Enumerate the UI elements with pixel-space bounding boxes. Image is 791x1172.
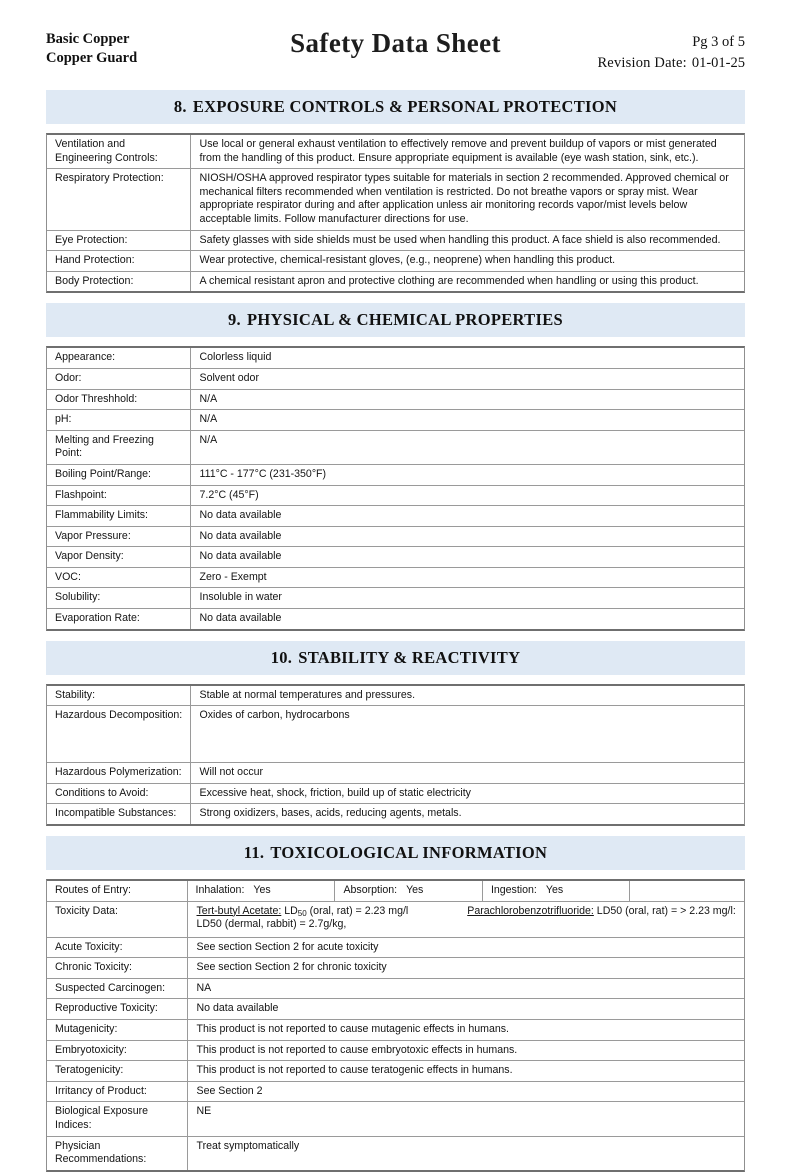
route-ingestion <box>482 881 629 901</box>
row-label: Embryotoxicity: <box>47 1040 187 1061</box>
row-value: Stable at normal temperatures and pressures. <box>190 686 744 706</box>
row-label: Routes of Entry: <box>47 881 187 901</box>
row-value: N/A <box>190 430 744 464</box>
row-label: Stability: <box>47 686 190 706</box>
section-10-table <box>47 686 744 824</box>
row-value: 7.2°C (45°F) <box>190 485 744 506</box>
tox-left-rest-b: (oral, rat) = 2.23 mg/l <box>306 904 409 917</box>
row-value: Solvent odor <box>190 368 744 389</box>
row-value: Strong oxidizers, bases, acids, reducing agents, metals. <box>190 804 744 824</box>
tox-right-rest: LD50 (oral, rat) = > 2.23 mg/l: <box>593 904 736 917</box>
row-value: No data available <box>190 506 744 527</box>
tox-left-subscript: 50 <box>297 908 307 918</box>
route-absorption <box>335 881 482 901</box>
section-9-band <box>46 303 745 337</box>
brand-line-2: Copper Guard <box>46 50 138 66</box>
route-value: Yes <box>406 884 424 897</box>
table-row <box>47 1061 744 1082</box>
section-11-table-wrap <box>46 879 745 1172</box>
row-value: N/A <box>190 389 744 410</box>
row-label: Biological Exposure Indices: <box>47 1102 187 1136</box>
toxicity-left-column <box>197 905 468 932</box>
row-value: Will not occur <box>190 763 744 784</box>
row-value: Wear protective, chemical-resistant gloves, (e.g., neoprene) when handling this product. <box>190 251 744 272</box>
table-row <box>47 763 744 784</box>
route-value: Yes <box>253 884 271 897</box>
table-row <box>47 271 744 291</box>
table-row <box>47 547 744 568</box>
row-label: Toxicity Data: <box>47 901 187 937</box>
toxicity-left-line-2: LD50 (dermal, rabbit) = 2.7g/kg, <box>196 918 347 931</box>
table-row <box>47 706 744 763</box>
table-row <box>47 1136 744 1170</box>
section-9-number: 9. <box>228 310 241 330</box>
row-value: Zero - Exempt <box>190 567 744 588</box>
row-value: Oxides of carbon, hydrocarbons <box>190 706 744 763</box>
row-label: Body Protection: <box>47 271 190 291</box>
revision-date: 01-01-25 <box>691 55 745 71</box>
section-8-table <box>47 135 744 291</box>
row-label: Acute Toxicity: <box>47 937 187 958</box>
row-value: See section Section 2 for chronic toxicity <box>187 958 744 979</box>
row-value: No data available <box>190 609 744 629</box>
table-row <box>47 506 744 527</box>
row-label: Odor: <box>47 368 190 389</box>
table-row <box>47 485 744 506</box>
section-8-band <box>46 90 745 124</box>
table-row <box>47 1102 744 1136</box>
revision-line <box>597 53 745 74</box>
row-value: No data available <box>190 526 744 547</box>
table-row <box>47 526 744 547</box>
section-8-title: EXPOSURE CONTROLS & PERSONAL PROTECTION <box>192 97 618 116</box>
table-row <box>47 1081 744 1102</box>
table-row <box>47 135 744 169</box>
route-key: Inhalation: <box>195 884 245 897</box>
row-label: Evaporation Rate: <box>47 609 190 629</box>
revision-label: Revision Date: <box>597 55 687 71</box>
toxicity-data-grid <box>197 905 739 932</box>
section-10-title: STABILITY & REACTIVITY <box>298 647 521 667</box>
section-11-title: TOXICOLOGICAL INFORMATION <box>270 843 548 863</box>
table-row <box>47 804 744 824</box>
row-label: Appearance: <box>47 348 190 368</box>
row-value: NIOSH/OSHA approved respirator types suitable for materials in section 2 recommended. Approved chemical or mechanical filters recommended when ventilation is restricted. Do not breathe vapors or spray mist. Wear appropriate respirator during and after application unless air monitoring records vapor/mist levels below acceptable limits. Follow manufacturer directions for use. <box>190 169 744 230</box>
row-label: Chronic Toxicity: <box>47 958 187 979</box>
table-row <box>47 230 744 251</box>
table-row <box>47 1020 744 1041</box>
toxicity-data-row <box>47 901 744 937</box>
routes-of-entry-row <box>47 881 744 901</box>
row-label: Solubility: <box>47 588 190 609</box>
route-value: Yes <box>545 884 564 897</box>
route-key: Ingestion: <box>490 884 537 897</box>
row-value: Colorless liquid <box>190 348 744 368</box>
table-row <box>47 169 744 230</box>
row-label: Reproductive Toxicity: <box>47 999 187 1020</box>
row-label: Flashpoint: <box>47 485 190 506</box>
row-label: Conditions to Avoid: <box>47 783 190 804</box>
row-value: NE <box>187 1102 744 1136</box>
table-row <box>47 978 744 999</box>
table-row <box>47 567 744 588</box>
table-row <box>47 937 744 958</box>
table-row <box>47 464 744 485</box>
section-8-number: 8. <box>173 97 187 116</box>
table-row <box>47 686 744 706</box>
section-8-table-wrap <box>46 133 745 293</box>
row-value: No data available <box>190 547 744 568</box>
table-row <box>47 389 744 410</box>
table-row <box>47 999 744 1020</box>
route-empty-cell <box>630 881 744 901</box>
row-label: Hazardous Decomposition: <box>47 706 190 763</box>
row-label: Respiratory Protection: <box>47 169 190 230</box>
row-label: Incompatible Substances: <box>47 804 190 824</box>
section-9-table-wrap <box>46 346 745 630</box>
page-indicator: Pg 3 of 5 <box>692 34 745 50</box>
table-row <box>47 348 744 368</box>
row-value: This product is not reported to cause teratogenic effects in humans. <box>187 1061 744 1082</box>
row-label: Suspected Carcinogen: <box>47 978 187 999</box>
section-11-band <box>46 836 745 870</box>
table-row <box>47 368 744 389</box>
row-value: N/A <box>190 410 744 431</box>
chemical-name-parachlorobenzotrifluoride: Parachlorobenzotrifluoride: <box>467 904 594 917</box>
page-meta <box>597 32 745 74</box>
page-header <box>46 28 745 90</box>
row-label: Hazardous Polymerization: <box>47 763 190 784</box>
row-label: Vapor Pressure: <box>47 526 190 547</box>
row-label: pH: <box>47 410 190 431</box>
row-label: VOC: <box>47 567 190 588</box>
section-11-table <box>47 881 744 1170</box>
table-row <box>47 609 744 629</box>
row-label: Melting and Freezing Point: <box>47 430 190 464</box>
row-label: Irritancy of Product: <box>47 1081 187 1102</box>
toxicity-right-line-1 <box>467 905 738 919</box>
sds-page <box>0 28 791 1166</box>
table-row <box>47 783 744 804</box>
row-value: Safety glasses with side shields must be used when handling this product. A face shield is also recommended. <box>190 230 744 251</box>
section-9-title: PHYSICAL & CHEMICAL PROPERTIES <box>246 310 563 330</box>
section-10-number: 10. <box>270 647 293 667</box>
section-11-number: 11. <box>243 843 265 863</box>
row-value: Excessive heat, shock, friction, build up of static electricity <box>190 783 744 804</box>
row-value: Treat symptomatically <box>187 1136 744 1170</box>
row-label: Ventilation and Engineering Controls: <box>47 135 190 169</box>
toxicity-left-line-1 <box>197 905 462 919</box>
brand-line-1: Basic Copper <box>46 31 130 47</box>
row-value: No data available <box>187 999 744 1020</box>
table-row <box>47 588 744 609</box>
row-label: Eye Protection: <box>47 230 190 251</box>
row-label: Mutagenicity: <box>47 1020 187 1041</box>
row-label: Vapor Density: <box>47 547 190 568</box>
routes-inner-table <box>188 881 745 901</box>
row-label: Hand Protection: <box>47 251 190 272</box>
tox-left-rest-a: LD <box>281 904 298 917</box>
row-value: 111°C - 177°C (231-350°F) <box>190 464 744 485</box>
spacer <box>0 293 791 303</box>
routes-of-entry-cells <box>187 881 744 901</box>
page-title: Safety Data Sheet <box>290 28 501 58</box>
row-value: Use local or general exhaust ventilation to effectively remove and prevent buildup of vapors or mist generated from the handling of this product. Ensure appropriate equipment is available (eye wash station, sink, etc.). <box>190 135 744 169</box>
row-label: Boiling Point/Range: <box>47 464 190 485</box>
row-label: Flammability Limits: <box>47 506 190 527</box>
chemical-name-tert-butyl-acetate: Tert-butyl Acetate: <box>196 904 282 917</box>
row-value: See section Section 2 for acute toxicity <box>187 937 744 958</box>
row-value: This product is not reported to cause mutagenic effects in humans. <box>187 1020 744 1041</box>
section-10-table-wrap <box>46 684 745 826</box>
table-row <box>47 410 744 431</box>
table-row <box>47 958 744 979</box>
toxicity-data-value <box>187 901 744 937</box>
table-row <box>47 430 744 464</box>
section-9-table <box>47 348 744 628</box>
route-inhalation <box>188 881 335 901</box>
spacer <box>0 631 791 641</box>
row-value: A chemical resistant apron and protective clothing are recommended when handling or using this product. <box>190 271 744 291</box>
route-key: Absorption: <box>343 884 398 897</box>
row-value: Insoluble in water <box>190 588 744 609</box>
table-row <box>47 1040 744 1061</box>
row-label: Teratogenicity: <box>47 1061 187 1082</box>
row-value: This product is not reported to cause embryotoxic effects in humans. <box>187 1040 744 1061</box>
spacer <box>0 826 791 836</box>
row-value: NA <box>187 978 744 999</box>
section-10-band <box>46 641 745 675</box>
row-value: See Section 2 <box>187 1081 744 1102</box>
row-label: Odor Threshhold: <box>47 389 190 410</box>
toxicity-right-column <box>467 905 738 932</box>
row-label: Physician Recommendations: <box>47 1136 187 1170</box>
table-row <box>47 251 744 272</box>
